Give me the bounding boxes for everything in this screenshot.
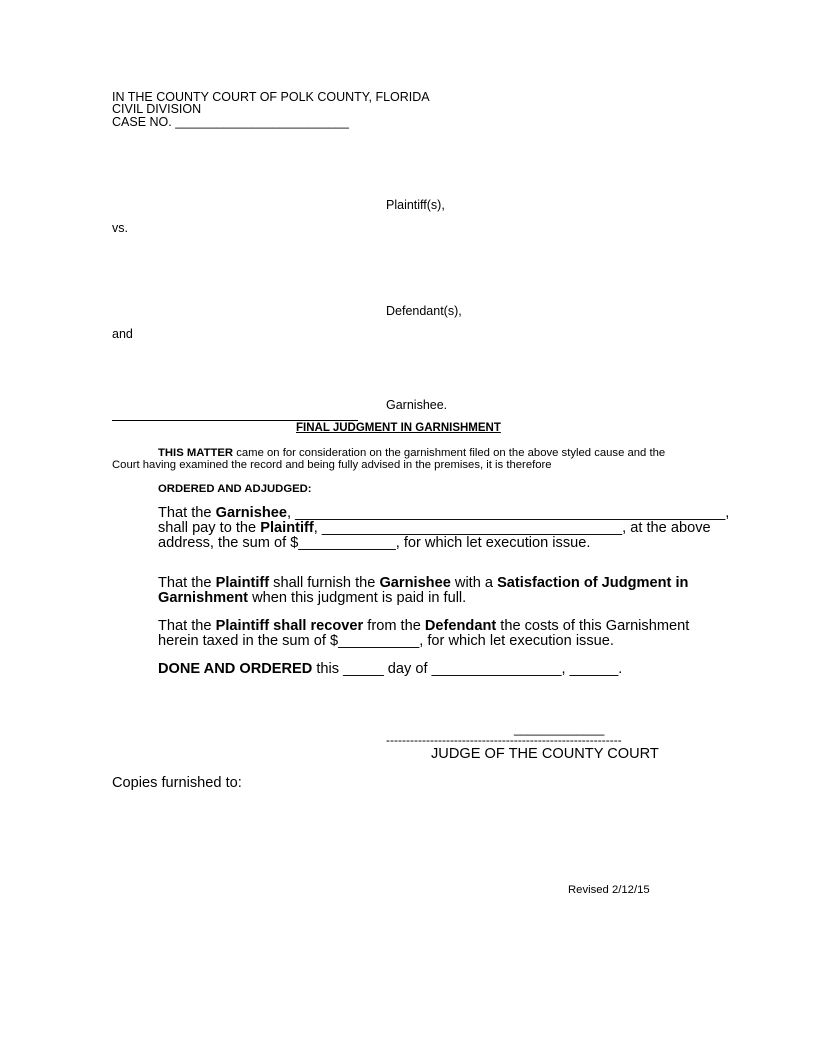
done-ordered: DONE AND ORDERED — [158, 661, 313, 677]
ordered-adjudged: ORDERED AND ADJUDGED: — [158, 483, 312, 495]
para2-text2: shall furnish the — [269, 575, 380, 591]
done-date-blanks: this _____ day of ________________, ______. — [312, 661, 623, 677]
case-number: CASE NO. _________________________ — [112, 115, 350, 129]
para2-satisfaction: Satisfaction of Judgment in — [497, 575, 689, 591]
document-title: FINAL JUDGMENT IN GARNISHMENT — [296, 422, 501, 434]
para1-text: That the — [158, 505, 216, 521]
intro-line-1 — [158, 447, 665, 459]
para3-defendant: Defendant — [424, 618, 497, 634]
court-name: IN THE COUNTY COURT OF POLK COUNTY, FLORIDA — [112, 90, 430, 104]
garnishee-label: Garnishee. — [386, 398, 448, 412]
para2-plaintiff: Plaintiff — [215, 575, 270, 591]
para1-line2 — [158, 521, 711, 536]
vs-label: vs. — [112, 221, 128, 235]
judge-title: JUDGE OF THE COUNTY COURT — [431, 746, 659, 762]
para3-line2: herein taxed in the sum of $__________, for which let execution issue. — [158, 633, 614, 649]
copies-furnished: Copies furnished to: — [112, 775, 242, 791]
para3-text2: from the — [363, 618, 425, 634]
para3-text3: the costs of this Garnishment — [496, 618, 690, 634]
done-ordered-line — [158, 662, 622, 677]
para1-blank: , _____________________________________________________, — [287, 505, 730, 521]
para1-line1 — [158, 506, 729, 521]
para2-garnishment: Garnishment — [158, 590, 249, 606]
division: CIVIL DIVISION — [112, 102, 202, 116]
intro-lead: THIS MATTER — [158, 447, 234, 459]
para2-line2 — [158, 591, 466, 606]
para1-line3: address, the sum of $____________, for which let execution issue. — [158, 535, 591, 551]
signature-dash-line: ----------------------------------------------------------- — [386, 733, 622, 747]
para1-blank2: , _____________________________________, at the above — [313, 520, 711, 536]
para2-text4: when this judgment is paid in full. — [248, 590, 467, 606]
revised-date: Revised 2/12/15 — [568, 884, 650, 896]
intro-rest: came on for consideration on the garnishment filed on the above styled cause and the — [233, 447, 666, 459]
para1-plaintiff: Plaintiff — [260, 520, 314, 536]
para2-garnishee: Garnishee — [379, 575, 451, 591]
plaintiff-label: Plaintiff(s), — [386, 198, 445, 212]
signature-short-line: _____________ — [514, 722, 605, 736]
para3-recover: Plaintiff shall recover — [215, 618, 364, 634]
and-label: and — [112, 327, 133, 341]
defendant-label: Defendant(s), — [386, 304, 462, 318]
para2-line1 — [158, 576, 688, 591]
caption-divider — [112, 420, 358, 421]
intro-line-2: Court having examined the record and being fully advised in the premises, it is therefore — [112, 459, 552, 471]
para1-text2: shall pay to the — [158, 520, 261, 536]
para3-line1 — [158, 619, 689, 634]
para2-text1: That the — [158, 575, 216, 591]
para3-text1: That the — [158, 618, 216, 634]
para2-text3: with a — [450, 575, 498, 591]
para1-garnishee: Garnishee — [215, 505, 287, 521]
